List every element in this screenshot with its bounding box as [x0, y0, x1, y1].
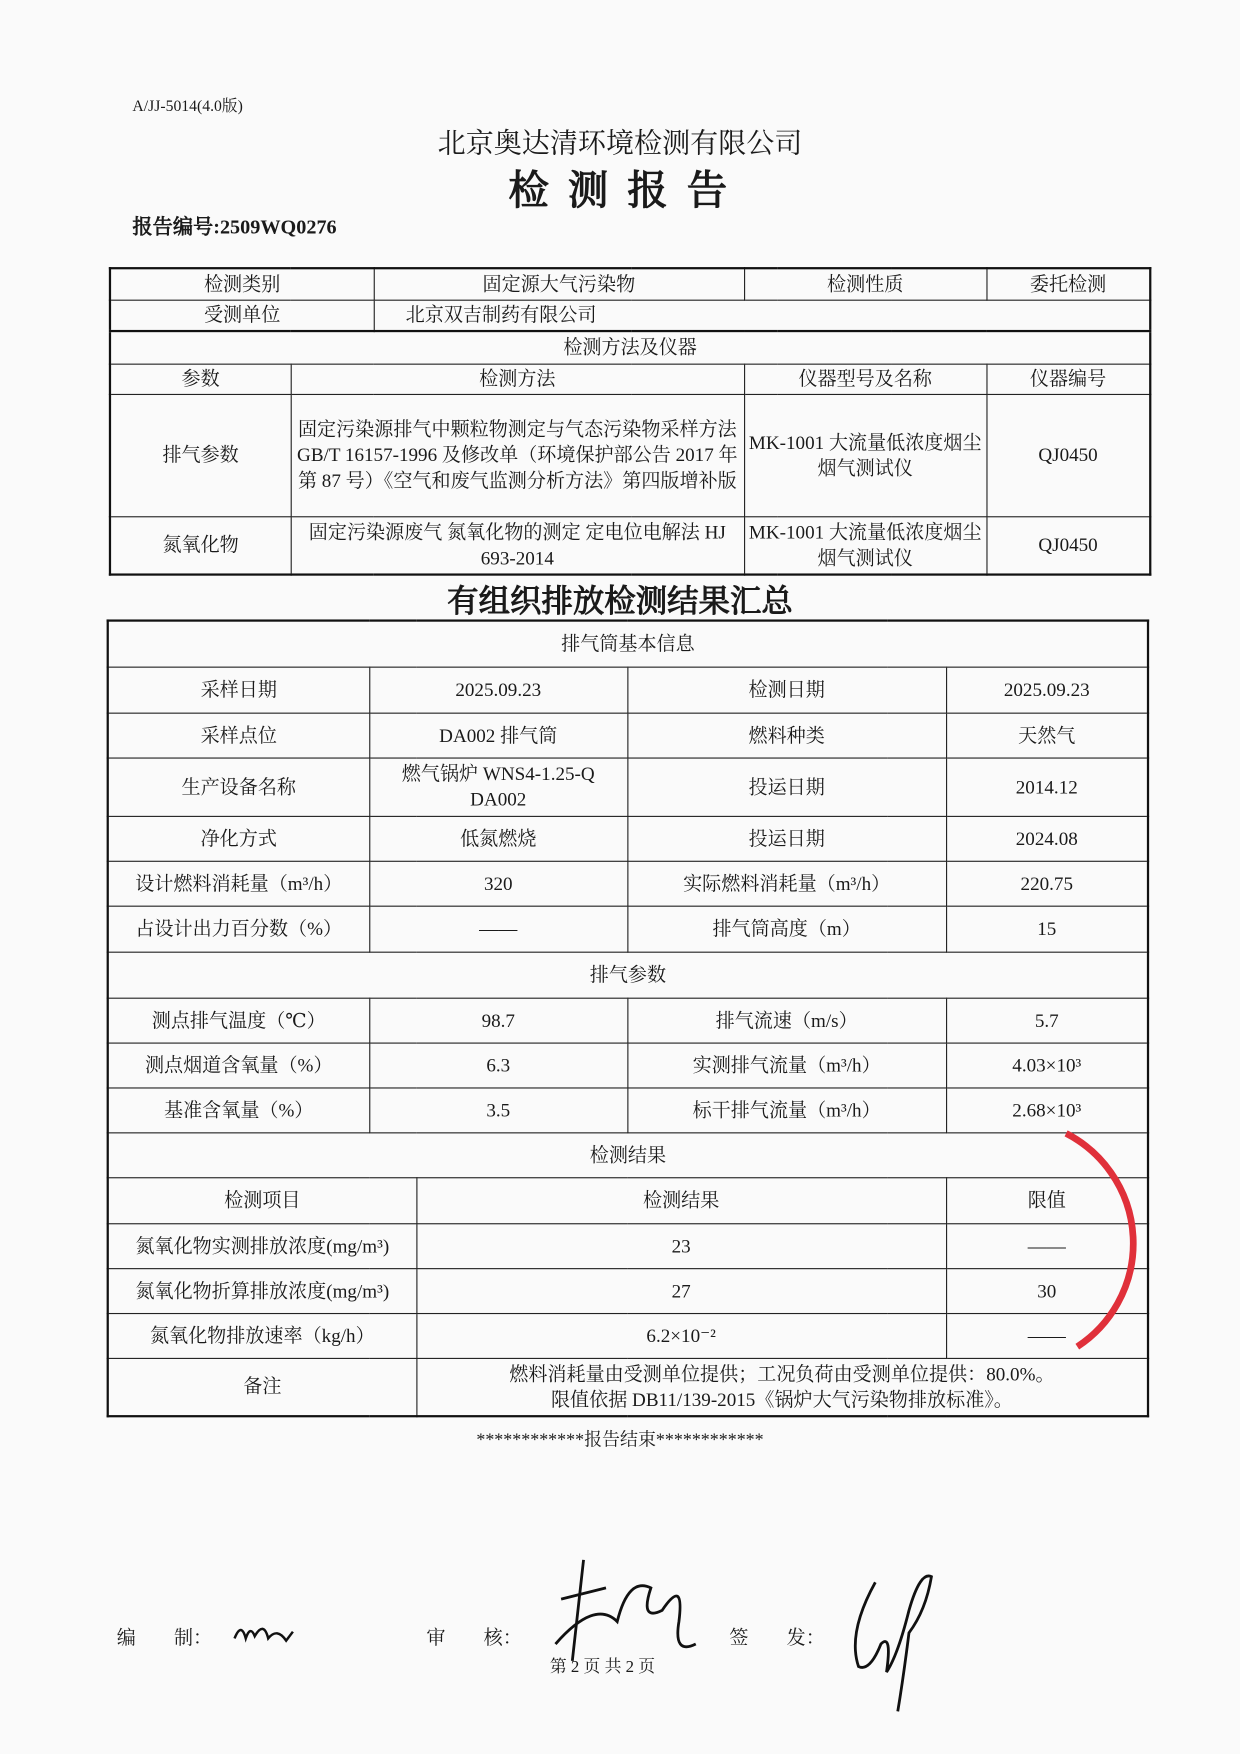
methods-title: 检测方法及仪器	[110, 331, 1150, 364]
summary-title: 有组织排放检测结果汇总	[447, 584, 793, 620]
field-label: 占设计出力百分数（%）	[108, 906, 369, 952]
method: 固定污染源排气中颗粒物测定与气态污染物采样方法 GB/T 16157-1996 及修改单（环境保护部公告 2017 年第 87 号）《空气和废气监测分析方法》第四版增补版	[291, 394, 744, 516]
field-label: 排气流速（m/s）	[627, 998, 946, 1043]
info-methods-table	[109, 267, 1152, 576]
col-id: 仪器编号	[986, 364, 1150, 394]
method: 固定污染源废气 氮氧化物的测定 定电位电解法 HJ 693-2014	[291, 516, 744, 574]
field-value: 2014.12	[946, 757, 1148, 815]
col-method: 检测方法	[291, 364, 744, 394]
stamp-ring	[1066, 1133, 1133, 1346]
field-label: 燃料种类	[627, 713, 946, 758]
note-line: 燃料消耗量由受测单位提供；工况负荷由受测单位提供：80.0%。	[509, 1363, 1055, 1385]
field-value: 320	[369, 861, 627, 906]
result-item: 氮氧化物折算排放浓度(mg/m³)	[108, 1268, 417, 1313]
exhaust-title: 排气参数	[108, 952, 1148, 998]
table-row	[108, 757, 1148, 815]
document-title: 检 测 报 告	[508, 168, 732, 214]
instrument: MK-1001 大流量低浓度烟尘烟气测试仪	[744, 394, 986, 516]
instrument-id: QJ0450	[986, 394, 1150, 516]
field-label: 排气筒高度（m）	[627, 906, 946, 952]
label-unit: 受测单位	[110, 300, 374, 331]
table-row	[108, 1043, 1148, 1088]
col-limit: 限值	[946, 1177, 1148, 1223]
result-limit: ——	[946, 1313, 1148, 1358]
result-value: 23	[416, 1223, 946, 1268]
field-label: 标干排气流量（m³/h）	[627, 1087, 946, 1132]
signature-prepared	[230, 1616, 297, 1650]
instrument: MK-1001 大流量低浓度烟尘烟气测试仪	[744, 516, 986, 574]
field-label: 基准含氧量（%）	[108, 1087, 369, 1132]
instrument-id: QJ0450	[986, 516, 1150, 574]
field-value: 2025.09.23	[369, 667, 627, 713]
col-item: 检测项目	[108, 1177, 417, 1223]
form-code: A/JJ-5014(4.0版)	[132, 98, 243, 116]
result-value: 27	[416, 1268, 946, 1313]
field-label: 测点排气温度（℃）	[108, 998, 369, 1043]
page-number: 第 2 页 共 2 页	[549, 1658, 656, 1677]
field-value: ——	[369, 906, 627, 952]
report-number-value: 2509WQ0276	[219, 215, 337, 238]
field-label: 采样日期	[108, 667, 369, 713]
col-instrument: 仪器型号及名称	[744, 364, 986, 394]
field-value: 6.3	[369, 1043, 627, 1088]
field-value: 98.7	[369, 998, 627, 1043]
param: 排气参数	[110, 394, 291, 516]
field-label: 实测排气流量（m³/h）	[627, 1043, 946, 1088]
issued-label: 签 发：	[729, 1627, 825, 1649]
field-value: 220.75	[946, 861, 1148, 906]
value-nature: 委托检测	[986, 268, 1150, 299]
report-number-label: 报告编号:	[132, 215, 220, 238]
results-title: 检测结果	[108, 1132, 1148, 1177]
company-name: 北京奥达清环境检测有限公司	[437, 126, 803, 160]
table-row	[108, 1223, 1148, 1268]
signature-reviewed	[539, 1554, 707, 1666]
method-row	[110, 516, 1150, 574]
note-text	[416, 1358, 1148, 1416]
table-row	[108, 713, 1148, 758]
field-label: 测点烟道含氧量（%）	[108, 1043, 369, 1088]
table-row	[108, 1268, 1148, 1313]
field-value: 天然气	[946, 713, 1148, 758]
col-param: 参数	[110, 364, 291, 394]
reviewed-label: 审 核：	[426, 1627, 522, 1649]
field-label: 检测日期	[627, 667, 946, 713]
report-number	[132, 211, 336, 240]
table-row	[108, 1313, 1148, 1358]
table-row	[108, 998, 1148, 1043]
result-item: 氮氧化物排放速率（kg/h）	[108, 1313, 417, 1358]
table-row	[108, 906, 1148, 952]
field-label: 净化方式	[108, 816, 369, 861]
value-type: 固定源大气污染物	[374, 268, 744, 299]
label-type: 检测类别	[110, 268, 374, 299]
field-label: 生产设备名称	[108, 757, 369, 815]
summary-table	[107, 619, 1150, 1417]
result-item: 氮氧化物实测排放浓度(mg/m³)	[108, 1223, 417, 1268]
end-marker: ************报告结束************	[476, 1430, 764, 1450]
label-nature: 检测性质	[744, 268, 986, 299]
field-label: 投运日期	[627, 757, 946, 815]
table-row	[108, 861, 1148, 906]
field-value: 2.68×10³	[946, 1087, 1148, 1132]
field-value: 2024.08	[946, 816, 1148, 861]
field-value: 15	[946, 906, 1148, 952]
method-row	[110, 394, 1150, 516]
table-row	[108, 1087, 1148, 1132]
table-row	[108, 816, 1148, 861]
table-row	[108, 667, 1148, 713]
field-value: 2025.09.23	[946, 667, 1148, 713]
field-label: 投运日期	[627, 816, 946, 861]
prepared-label: 编 制：	[116, 1627, 213, 1649]
field-value: 5.7	[946, 998, 1148, 1043]
basic-title: 排气筒基本信息	[108, 621, 1148, 667]
result-limit: ——	[946, 1223, 1148, 1268]
result-value: 6.2×10⁻²	[416, 1313, 946, 1358]
field-label: 设计燃料消耗量（m³/h）	[108, 861, 369, 906]
field-value: 4.03×10³	[946, 1043, 1148, 1088]
col-result: 检测结果	[416, 1177, 946, 1223]
value-unit: 北京双吉制药有限公司	[374, 300, 1151, 331]
company-stamp	[1044, 1122, 1167, 1363]
signature-issued	[842, 1565, 943, 1716]
note-label: 备注	[108, 1358, 417, 1416]
result-limit: 30	[946, 1268, 1148, 1313]
field-value: 燃气锅炉 WNS4-1.25-Q DA002	[369, 757, 627, 815]
field-value: DA002 排气筒	[369, 713, 627, 758]
field-value: 低氮燃烧	[369, 816, 627, 861]
field-value: 3.5	[369, 1087, 627, 1132]
field-label: 实际燃料消耗量（m³/h）	[627, 861, 946, 906]
field-label: 采样点位	[108, 713, 369, 758]
note-line: 限值依据 DB11/139-2015《锅炉大气污染物排放标准》。	[550, 1389, 1013, 1411]
param: 氮氧化物	[110, 516, 291, 574]
